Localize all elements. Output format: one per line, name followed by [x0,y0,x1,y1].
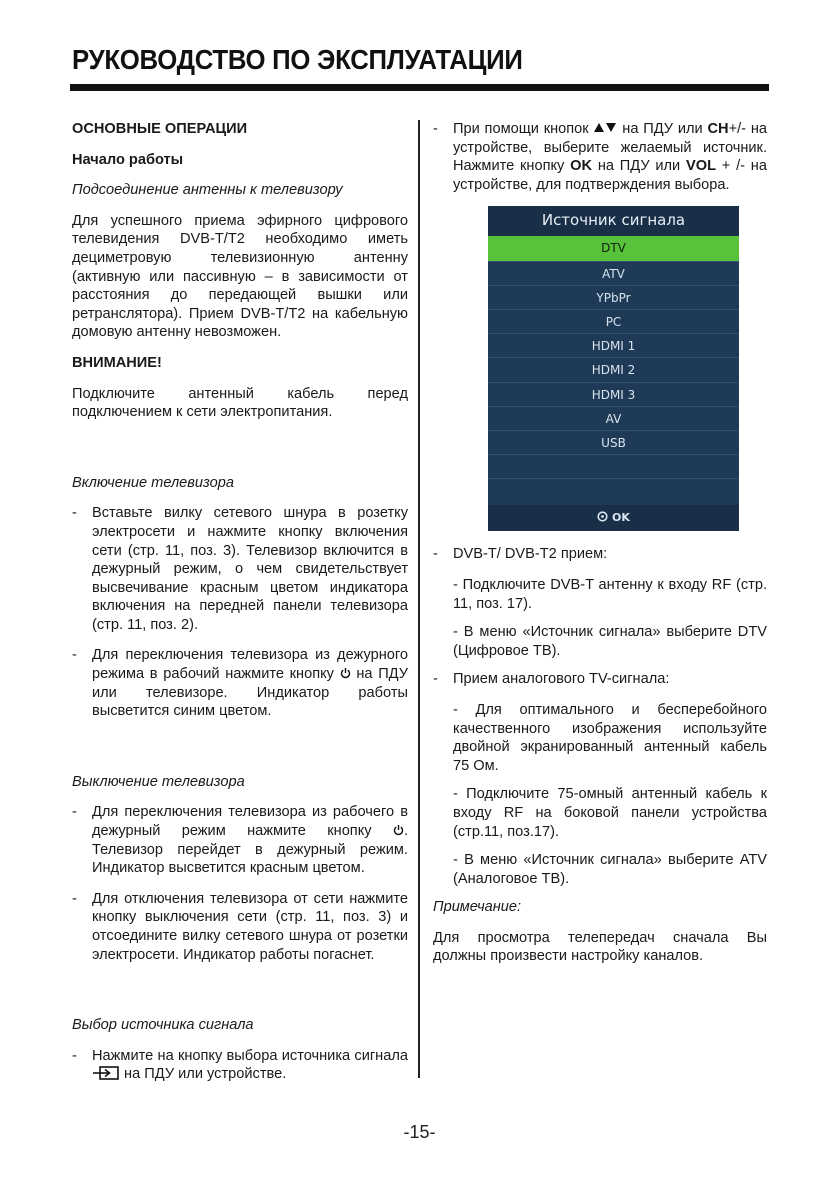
page-number: -15- [403,1122,436,1142]
start-title: Начало работы [72,151,184,168]
power-on-step-2-text-b: на ПДУ или телевизоре. Индикатор работы высветится синим цветом. [92,666,408,720]
analog-title: Прием аналогового TV-сигнала: [453,671,670,688]
antenna-text: Для успешного приема эфирного цифрового телевидения DVB-T/T2 необходимо иметь дециметровую телевизионную антенну (активную или пассивную – в зависимости от расстояния до передающей вышки или ретранслятора). Прием DVB-T/T2 на кабельную домовую антенну невозможен. [72,212,408,341]
source-select-step-text-b: на ПДУ или устройстве. [120,1066,287,1083]
source-choose-text-5: + /- на устройстве, для подтверждения выбора. [453,158,767,193]
power-off-step-1: - Для переключения телевизора из рабочего в дежурный режим нажмите кнопку . Телевизор перейдет в дежурный режим. Индикатор высветится красным цветом. [72,804,408,877]
analog-step-3: - В меню «Источник сигнала» выберите ATV (Аналоговое ТВ). [453,852,767,887]
menu-item-pc[interactable]: PC [488,309,739,333]
power-on-step-2-text-a: Для переключения телевизора из дежурного режима в рабочий нажмите кнопку [92,647,408,683]
menu-item-hdmi3[interactable]: HDMI 3 [488,382,739,406]
menu-title: Источник сигнала [488,206,739,236]
input-source-icon [92,1066,120,1080]
menu-item-hdmi2[interactable]: HDMI 2 [488,357,739,381]
ok-circle-icon [597,511,608,522]
warning-title: ВНИМАНИЕ! [72,354,162,371]
power-off-title: Выключение телевизора [72,773,245,790]
menu-item-usb[interactable]: USB [488,430,739,454]
note-text: Для просмотра телепередач сначала Вы должны произвести настройку каналов. [433,929,767,965]
analog-step-1: - Для оптимального и бесперебойного качественного изображения используйте двойной экранированный антенный кабель 75 Ом. [453,701,767,774]
menu-footer-label: OK [611,511,630,525]
menu-empty-row [488,454,739,478]
dvb-reception: - DVB-T/ DVB-T2 прием: [433,546,608,563]
menu-item-dtv[interactable]: DTV [488,236,739,260]
source-choose-text-3: +/- на устройстве, выберите желаемый источник. Нажмите кнопку [453,121,767,175]
ch-key-label: CH [707,121,729,137]
warning-text: Подключите антенный кабель перед подключением к сети электропитания. [72,385,408,421]
menu-item-av[interactable]: AV [488,406,739,430]
page-header-title: РУКОВОДСТВО ПО ЭКСПЛУАТАЦИИ [72,44,523,75]
up-arrow-icon [594,123,604,132]
dvb-title: DVB-T/ DVB-T2 прием: [453,546,608,563]
column-divider [418,120,420,1078]
left-column [72,120,408,1096]
source-choose-step: - При помощи кнопок на ПДУ или CH+/- на устройстве, выберите желаемый источник. Нажмите кнопку OK на ПДУ или VOL + /- на устройстве, для подтверждения выбора. [433,121,767,193]
source-select-step: - Нажмите на кнопку выбора источника сигнала на ПДУ или устройстве. [72,1047,408,1083]
header-rule [70,84,769,91]
power-icon [393,824,404,836]
section-title: ОСНОВНЫЕ ОПЕРАЦИИ [72,121,248,137]
note-title: Примечание: [433,899,522,916]
dvb-step-2: - В меню «Источник сигнала» выберите DTV (Цифровое ТВ). [453,624,767,659]
power-off-step-2-text: Для отключения телевизора от сети нажмите кнопку выключения сети (стр. 11, поз. 3) и отсоедините вилку сетевого шнура от розетки электросети. Индикатор работы погаснет. [92,890,408,963]
down-arrow-icon [606,123,616,132]
power-on-step-1: - Вставьте вилку сетевого шнура в розетку электросети и нажмите кнопку включения сети (стр. 11, поз. 3). Телевизор включится в дежурный режим, о чем свидетельствует высвечивание красным цветом индикатора включения на передней панели телевизора (стр. 11, поз. 2). [72,505,408,633]
menu-empty-row [488,478,739,502]
power-icon [340,667,351,679]
source-select-title: Выбор источника сигнала [72,1017,254,1034]
signal-source-menu [488,206,739,531]
menu-item-ypbpr[interactable]: YPbPr [488,285,739,309]
source-choose-text-1: При помощи кнопок [453,121,594,137]
source-select-step-text-a: Нажмите на кнопку выбора источника сигнала [92,1047,408,1064]
power-on-title: Включение телевизора [72,474,234,491]
dvb-step-1: - Подключите DVB-T антенну к входу RF (стр. 11, поз. 17). [453,576,767,612]
analog-reception: - Прием аналогового TV-сигнала: [433,671,670,688]
power-off-step-1-text-a: Для переключения телевизора из рабочего в дежурный режим нажмите кнопку [92,804,408,840]
analog-step-2: - Подключите 75-омный антенный кабель к входу RF на боковой панели устройства (стр.11, поз.17). [453,786,767,840]
power-off-step-1-text-b: . Телевизор перейдет в дежурный режим. Индикатор высветится красным цветом. [92,823,408,877]
antenna-title: Подсоединение антенны к телевизору [72,182,343,199]
ok-key-label: OK [570,158,593,175]
power-off-step-2: - Для отключения телевизора от сети нажмите кнопку выключения сети (стр. 11, поз. 3) и отсоедините вилку сетевого шнура от розетки электросети. Индикатор работы погаснет. [72,890,408,963]
power-on-step-2: - Для переключения телевизора из дежурного режима в рабочий нажмите кнопку на ПДУ или телевизоре. Индикатор работы высветится синим цветом. [72,647,408,720]
right-column [433,120,767,978]
menu-footer [488,505,739,531]
power-on-step-1-text: Вставьте вилку сетевого шнура в розетку электросети и нажмите кнопку включения сети (стр. 11, поз. 3). Телевизор включится в дежурный режим, о чем свидетельствует высвечивание красным цветом индикатора включения на передней панели телевизора (стр. 11, поз. 2). [92,505,408,633]
source-choose-text-2: на ПДУ или [617,121,708,137]
menu-item-hdmi1[interactable]: HDMI 1 [488,333,739,357]
menu-item-atv[interactable]: ATV [488,261,739,285]
vol-key-label: VOL [686,158,716,175]
source-choose-text-4: на ПДУ или [592,158,686,175]
